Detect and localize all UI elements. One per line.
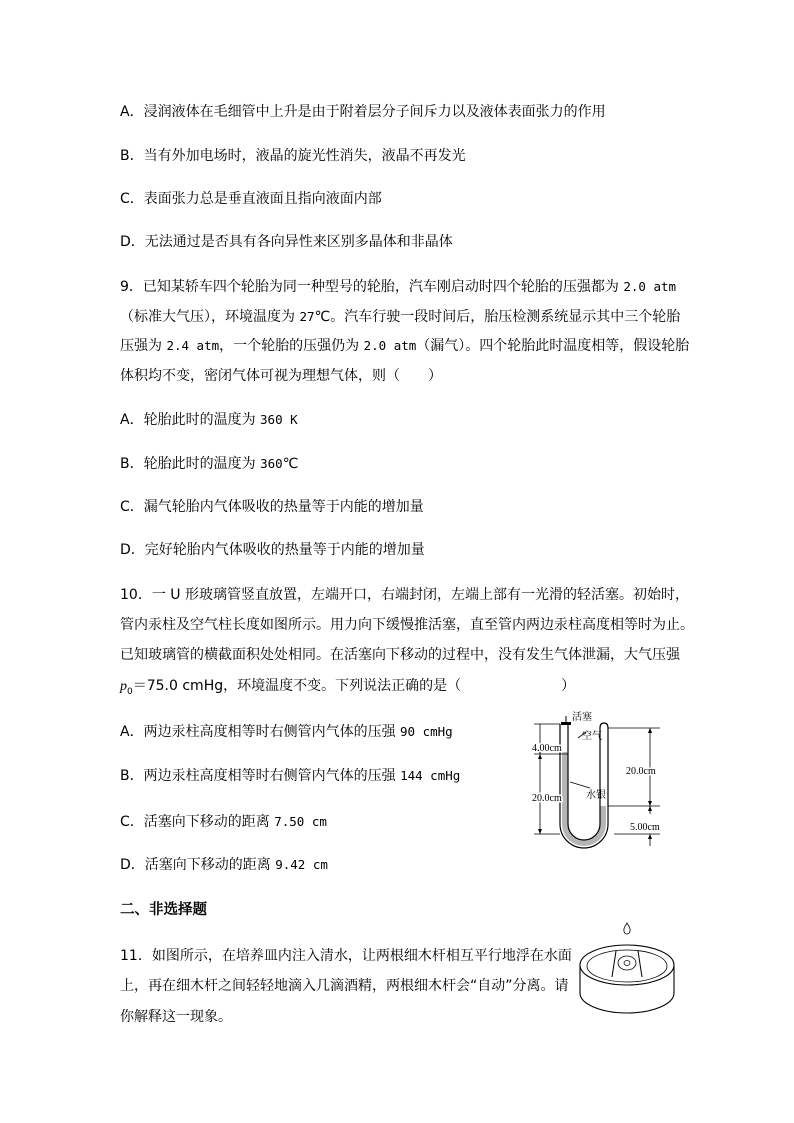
q8-option-a: A．浸润液体在毛细管中上升是由于附着层分子间斥力以及液体表面张力的作用 <box>120 104 606 120</box>
q10-stem-line-1: 10．一 U 形玻璃管竖直放置，左端开口，右端封闭，左端上部有一光滑的轻活塞。初始时， <box>120 587 689 603</box>
piston-label: 活塞 <box>572 712 592 723</box>
q9-stem-line-1: 9．已知某轿车四个轮胎为同一种型号的轮胎，汽车刚启动时四个轮胎的压强都为 2.0 atm <box>120 279 677 295</box>
q8-option-d: D．无法通过是否具有各向异性来区别多晶体和非晶体 <box>120 234 453 250</box>
q8-option-b: B．当有外加电场时，液晶的旋光性消失，液晶不再发光 <box>120 148 466 164</box>
q9-option-b: B．轮胎此时的温度为 360℃ <box>120 456 299 472</box>
q10-stem-line-2: 管内汞柱及空气柱长度如图所示。用力向下缓慢推活塞，直至管内两边汞柱高度相等时为止。 <box>120 617 694 633</box>
q10-stem-line-4: $p_0=75.0$ cmHg，环境温度不变。下列说法正确的是（ ） <box>120 678 576 697</box>
piston <box>561 722 571 725</box>
q11-stem-line-1: 11．如图所示，在培养皿内注入清水，让两根细木杆相互平行地浮在水面 <box>120 948 572 964</box>
q10-option-c: C．活塞向下移动的距离 7.50 cm <box>120 814 327 830</box>
dim-top-left: 4.00cm <box>532 743 562 754</box>
dim-bottom: 5.00cm <box>630 822 660 833</box>
q10-option-a: A．两边汞柱高度相等时右侧管内气体的压强 90 cmHg <box>120 724 453 740</box>
dish-rim-outer <box>580 945 674 985</box>
petri-dish-figure <box>572 915 682 1025</box>
section-heading: 二、非选择题 <box>120 902 207 918</box>
q11-stem-line-2: 上，再在细木杆之间轻轻地滴入几滴酒精，两根细木杆会“自动”分离。请 <box>120 978 569 994</box>
dim-right: 20.0cm <box>626 766 656 777</box>
q9-stem-line-3: 压强为 2.4 atm，一个轮胎的压强仍为 2.0 atm（漏气）。四个轮胎此时温度相等，假设轮胎 <box>120 338 690 354</box>
dim-left: 20.0cm <box>532 793 562 804</box>
q9-option-c: C．漏气轮胎内气体吸收的热量等于内能的增加量 <box>120 499 424 515</box>
q9-stem-line-4: 体积均不变，密闭气体可视为理想气体，则（ ） <box>120 368 442 384</box>
air-label: 空气 <box>582 731 602 742</box>
q9-option-a: A．轮胎此时的温度为 360 K <box>120 412 298 428</box>
q9-option-d: D．完好轮胎内气体吸收的热量等于内能的增加量 <box>120 542 425 558</box>
mercury-label: 水银 <box>586 790 606 801</box>
q10-stem-line-3: 已知玻璃管的横截面积处处相同。在活塞向下移动的过程中，没有发生气体泄漏，大气压强 <box>120 647 680 663</box>
q9-stem-line-2: （标准大气压），环境温度为 27℃。汽车行驶一段时间后，胎压检测系统显示其中三个轮胎 <box>120 309 681 325</box>
q11-stem-line-3: 你解释这一现象。 <box>120 1009 232 1025</box>
q8-option-c: C．表面张力总是垂直液面且指向液面内部 <box>120 191 382 207</box>
q10-option-d: D．活塞向下移动的距离 9.42 cm <box>120 857 328 873</box>
q10-option-b: B．两边汞柱高度相等时右侧管内气体的压强 144 cmHg <box>120 768 461 784</box>
u-tube-figure <box>520 706 680 856</box>
droplet-icon <box>624 923 630 934</box>
